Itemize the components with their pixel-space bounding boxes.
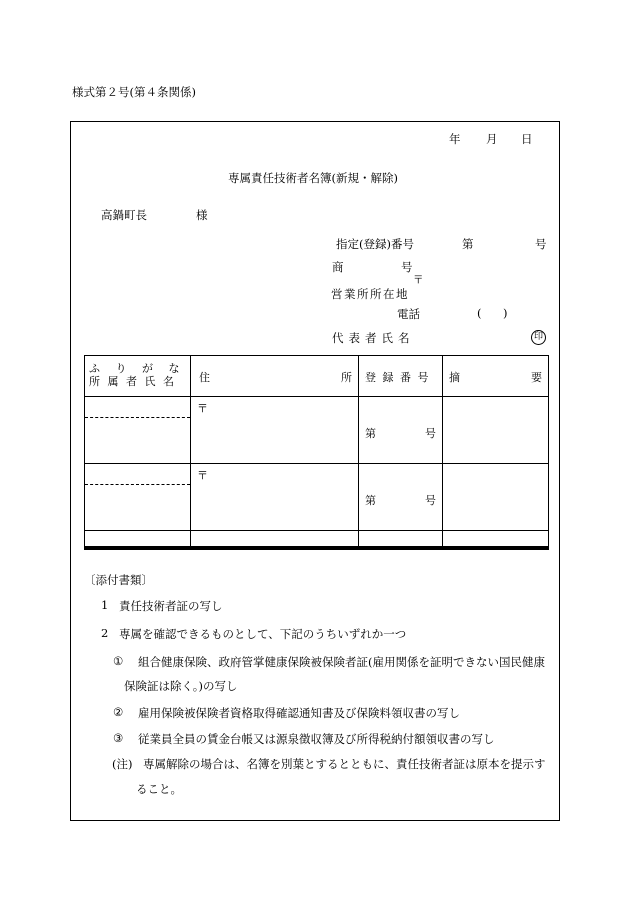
representative-name-label: 代表者氏名: [332, 331, 415, 345]
registration-header-text: 登 録 番 号: [365, 371, 430, 384]
address-cell[interactable]: [191, 464, 359, 531]
form-label: 様式第２号(第４条関係): [72, 85, 196, 99]
date-year-label: 年: [449, 132, 461, 146]
table-bottom-rule: [84, 547, 549, 550]
postal-mark: 〒: [413, 274, 424, 286]
phone-paren-close: ): [503, 306, 508, 320]
registration-cell[interactable]: [359, 531, 443, 547]
phone-label: 電話: [397, 307, 420, 321]
row-go: 号: [425, 494, 436, 507]
note-text: 専属解除の場合は、名簿を別葉とするとともに、責任技術者証は原本を提示す: [143, 757, 546, 771]
furigana-divider: [85, 417, 190, 418]
address-header: [191, 356, 359, 397]
registration-cell[interactable]: [359, 397, 443, 464]
date-day-label: 日: [521, 132, 533, 146]
designation-dai: 第: [462, 237, 474, 251]
addressee-name: 高鍋町長: [101, 208, 147, 222]
remarks-header: [443, 356, 549, 397]
page-title: 専属責任技術者名簿(新規・解除): [228, 171, 398, 185]
registration-header: [359, 356, 443, 397]
subitem-text: 雇用保険被保険者資格取得確認通知書及び保険料領収書の写し: [138, 706, 460, 720]
member-table: [84, 355, 549, 547]
member-name-header: 所 属 者 氏 名: [89, 375, 176, 388]
note-text-continued: ること。: [136, 782, 182, 796]
office-address-label: 営業所所在地: [331, 287, 409, 301]
attachment-item-num: 2: [101, 626, 109, 640]
attachment-item-text: 責任技術者証の写し: [119, 599, 223, 613]
member-name-cell[interactable]: [85, 464, 191, 531]
note-label: (注): [112, 757, 133, 771]
table-row: [85, 531, 549, 547]
furigana-name-header: [85, 356, 191, 397]
phone-paren-open: (: [477, 306, 482, 320]
address-header-left: 住: [199, 371, 210, 384]
row-postal-mark: 〒: [197, 469, 208, 482]
subitem-text-continued: 保険証は除く。)の写し: [124, 679, 238, 693]
subitem-num: ①: [113, 654, 124, 668]
attachments-heading: 〔添付書類〕: [84, 573, 153, 587]
address-cell[interactable]: [191, 397, 359, 464]
member-name-cell[interactable]: [85, 531, 191, 547]
subitem-text: 従業員全員の賃金台帳又は源泉徴収簿及び所得税納付額領収書の写し: [138, 732, 495, 746]
subitem-num: ③: [113, 731, 124, 745]
address-header-right: 所: [341, 371, 352, 384]
subitem-num: ②: [113, 705, 124, 719]
designation-go: 号: [535, 237, 547, 251]
row-dai: 第: [365, 427, 376, 440]
trade-name-label-2: 号: [401, 260, 413, 274]
designation-number-label: 指定(登録)番号: [336, 237, 414, 251]
table-header-row: [85, 356, 549, 397]
table-row: [85, 397, 549, 464]
remarks-header-left: 摘: [449, 371, 460, 384]
row-postal-mark: 〒: [197, 402, 208, 415]
row-dai: 第: [365, 494, 376, 507]
remarks-header-right: 要: [531, 371, 542, 384]
furigana-divider: [85, 484, 190, 485]
table-row: [85, 464, 549, 531]
attachment-item-num: 1: [101, 598, 109, 612]
member-name-cell[interactable]: [85, 397, 191, 464]
remarks-cell[interactable]: [443, 531, 549, 547]
attachment-item-text: 専属を確認できるものとして、下記のうちいずれか一つ: [119, 627, 407, 641]
seal-icon: 印: [531, 330, 546, 345]
trade-name-label-1: 商: [332, 260, 344, 274]
address-cell[interactable]: [191, 531, 359, 547]
date-month-label: 月: [486, 132, 498, 146]
registration-cell[interactable]: [359, 464, 443, 531]
addressee-honorific: 様: [196, 208, 208, 222]
remarks-cell[interactable]: [443, 464, 549, 531]
subitem-text: 組合健康保険、政府管掌健康保険被保険者証(雇用関係を証明できない国民健康: [138, 655, 545, 669]
furigana-header: ふ り が な: [89, 362, 186, 375]
row-go: 号: [425, 427, 436, 440]
remarks-cell[interactable]: [443, 397, 549, 464]
